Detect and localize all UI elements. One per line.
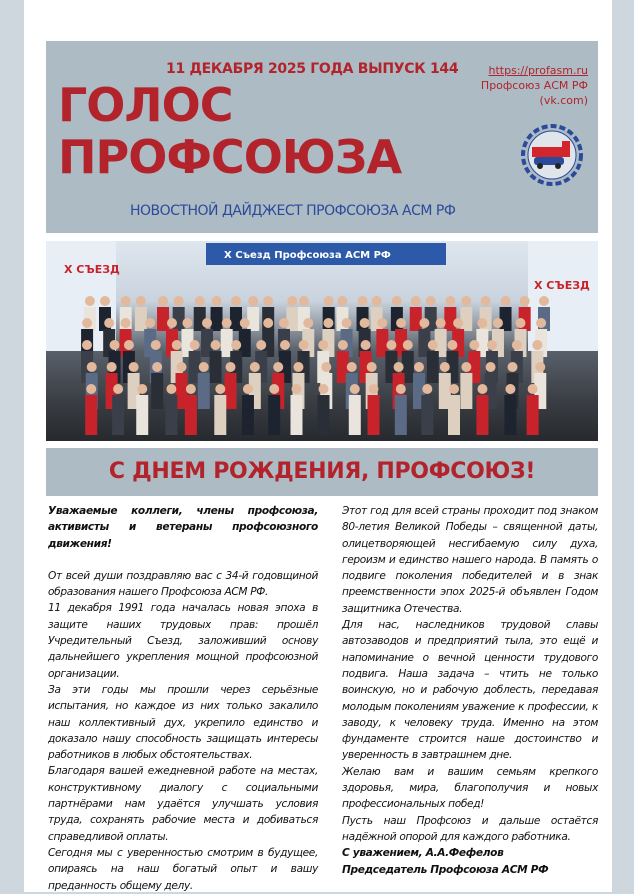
person-head [222,318,232,328]
person-head [151,340,161,350]
person-head [85,296,95,306]
person [198,373,210,409]
title-line-1: ГОЛОС [58,78,233,132]
person-head [324,296,334,306]
person-head [436,318,446,328]
newspaper-title [58,79,401,183]
person-head [240,318,250,328]
person-head [419,318,429,328]
person-head [273,362,283,372]
paragraph: Для нас, наследников трудовой славы автозаводов и предприятий тыла, это ещё и напоминание о вечной ценности трудового подвига. Наша задача – чтить не только воинскую, но и рабочую доблесть, передавая молодым поколениям уважение к профессии, к заводу, к человеку труда. Именно на этом фундаменте строится наше достоинство и уверенность в завтрашнем дне. [342,619,598,762]
congress-group-photo [46,241,598,441]
vk-link-line-1[interactable]: Профсоюз АСМ РФ [480,79,588,92]
person-head [212,296,222,306]
site-link[interactable]: https://profasm.ru [488,64,588,77]
person [135,307,147,331]
person [268,395,280,435]
person-head [299,340,309,350]
person-head [321,362,331,372]
person-head [445,296,455,306]
person [290,395,302,435]
person-head [121,296,131,306]
person-head [166,384,176,394]
person [225,373,237,409]
person-head [100,296,110,306]
person-head [231,340,241,350]
person-head [512,340,522,350]
person-head [231,296,241,306]
paragraph: 11 декабря 1991 года началась новая эпоха в защите наших трудовых прав: прошёл Учредительный Съезд, заложивший основу дальнейшего укрепления мощной профсоюзной организации. [48,602,318,680]
person-head [137,384,147,394]
letter-left-column [48,503,318,894]
person-head [293,362,303,372]
person-head [372,296,382,306]
person-head [367,362,377,372]
person-head [528,384,538,394]
person-head [323,318,333,328]
person [448,395,460,435]
person-head [532,340,542,350]
person-head [182,318,192,328]
person-head [536,318,546,328]
person-head [414,362,424,372]
person-head [396,384,406,394]
person-head [215,384,225,394]
person-head [172,340,182,350]
masthead-links [481,63,588,108]
banner-right-text: X СЪЕЗД [534,279,590,292]
person-head [396,318,406,328]
person [112,395,124,435]
person-head [403,340,413,350]
person [527,395,539,435]
vk-link[interactable] [481,78,588,108]
person-head [337,296,347,306]
person [165,395,177,435]
person-head [121,318,131,328]
person [460,307,472,331]
person-head [152,362,162,372]
crowd [81,296,550,435]
person [214,395,226,435]
person [421,395,433,435]
person-head [319,384,329,394]
person-head [461,296,471,306]
person [185,395,197,435]
person-head [279,318,289,328]
vk-link-line-2[interactable]: (vk.com) [539,94,588,107]
person [395,395,407,435]
person [151,373,163,409]
person-head [129,362,139,372]
person-head [515,318,525,328]
person-head [508,362,518,372]
person-head [369,384,379,394]
paragraph: Благодаря вашей ежедневной работе на местах, конструктивному диалогу с социальными партнёрами нам удаётся улучшать условия труда, сохранять рабочие места и добиваться справедливой оплаты. [48,765,318,843]
person-head [377,318,387,328]
person-head [440,362,450,372]
person-head [411,296,421,306]
person-head [211,340,221,350]
person [410,307,422,331]
person-head [539,296,549,306]
person-head [107,362,117,372]
newspaper-subtitle: НОВОСТНОЙ ДАЙДЖЕСТ ПРОФСОЮЗА АСМ РФ [130,203,456,219]
person-head [145,318,155,328]
person-head [426,296,436,306]
person-head [86,384,96,394]
person-head [82,340,92,350]
person-head [110,340,120,350]
person-head [449,384,459,394]
person-head [113,384,123,394]
person-head [487,340,497,350]
person-head [477,384,487,394]
person-head [493,318,503,328]
person-head [263,318,273,328]
person-head [394,362,404,372]
person-head [104,318,114,328]
person-head [82,318,92,328]
person-head [199,362,209,372]
person-head [176,362,186,372]
person-head [520,296,530,306]
masthead [46,41,598,233]
union-gear-emblem-icon [518,121,586,189]
person-head [136,296,146,306]
letter-right-column [342,503,598,878]
person-head [347,362,357,372]
person-head [202,318,212,328]
person-head [186,384,196,394]
person-head [195,296,205,306]
person-head [535,362,545,372]
headline-banner: С ДНЕМ РОЖДЕНИЯ, ПРОФСОЮЗ! [46,448,598,496]
person [157,307,169,331]
person-head [87,362,97,372]
person-head [280,340,290,350]
letter-greeting: Уважаемые коллеги, члены профсоюза, активисты и ветераны профсоюзного движения! [48,505,318,550]
person-head [469,340,479,350]
person [427,351,439,383]
person-head [269,384,279,394]
person-head [461,362,471,372]
person [210,351,222,383]
title-line-2: ПРОФСОЮЗА [58,130,402,184]
paragraph: Пусть наш Профсоюз и дальше остаётся надёжной опорой для каждого работника. [342,814,598,843]
person-head [291,384,301,394]
person-head [481,296,491,306]
person-head [358,296,368,306]
person [136,395,148,435]
banner-center-text: X Съезд Профсоюза АСМ РФ [224,250,391,261]
person-head [243,384,253,394]
person-head [342,318,352,328]
person-head [447,340,457,350]
person [476,395,488,435]
person [85,395,97,435]
person-head [360,318,370,328]
person [368,395,380,435]
person-head [338,340,348,350]
person-head [392,296,402,306]
person [349,395,361,435]
person-head [428,340,438,350]
person [318,395,330,435]
person-head [303,318,313,328]
person-head [190,340,200,350]
person-head [158,296,168,306]
paragraph: Сегодня мы с уверенностью смотрим в будущее, опираясь на наш богатый опыт и вашу преданность общему делу. [48,846,318,892]
person [286,307,298,331]
person [444,307,456,331]
issue-date: 11 ДЕКАБРЯ 2025 ГОДА ВЫПУСК 144 [166,61,459,77]
person-head [501,296,511,306]
signature-line-2: Председатель Профсоюза АСМ РФ [342,863,549,876]
person-head [287,296,297,306]
person-head [226,362,236,372]
person-head [124,340,134,350]
person [194,307,206,331]
paragraph: От всей души поздравляю вас с 34-й годовщиной образования нашего Профсоюза АСМ РФ. [48,569,318,599]
person-head [422,384,432,394]
person-head [486,362,496,372]
banner-left-text: X СЪЕЗД [64,263,120,276]
person [211,307,223,331]
person-head [299,296,309,306]
person-head [256,340,266,350]
paragraph: За эти годы мы прошли через серьёзные испытания, но каждое из них только закалило наш коллективный дух, укрепило единство и доказало нашу способность защищать интересы работников в любых обстоятельствах. [48,683,318,762]
person-head [263,296,273,306]
person [504,395,516,435]
person-head [167,318,177,328]
person-head [250,362,260,372]
person-head [318,340,328,350]
photo-illustration [46,241,598,441]
person [242,395,254,435]
person [230,307,242,331]
person-head [361,340,371,350]
signature-line-1: С уважением, А.А.Фефелов [342,847,504,860]
paragraph: Этот год для всей страны проходит под знаком 80-летия Великой Победы – священной даты, олицетворяющей несгибаемую силу духа, героизм и единство нашего народа. В память о подвиге поколения победителей и в знак преемственности эпох 2025-й объявлен Годом защитника Отечества. [342,505,598,615]
person-head [248,296,258,306]
paragraph: Желаю вам и вашим семьям крепкого здоровья, мира, благополучия и новых профессиональных побед! [342,765,598,811]
person-head [453,318,463,328]
person [247,307,259,331]
person-head [477,318,487,328]
person-head [386,340,396,350]
person-head [350,384,360,394]
person-head [505,384,515,394]
person [460,373,472,409]
person-head [174,296,184,306]
person [500,307,512,331]
